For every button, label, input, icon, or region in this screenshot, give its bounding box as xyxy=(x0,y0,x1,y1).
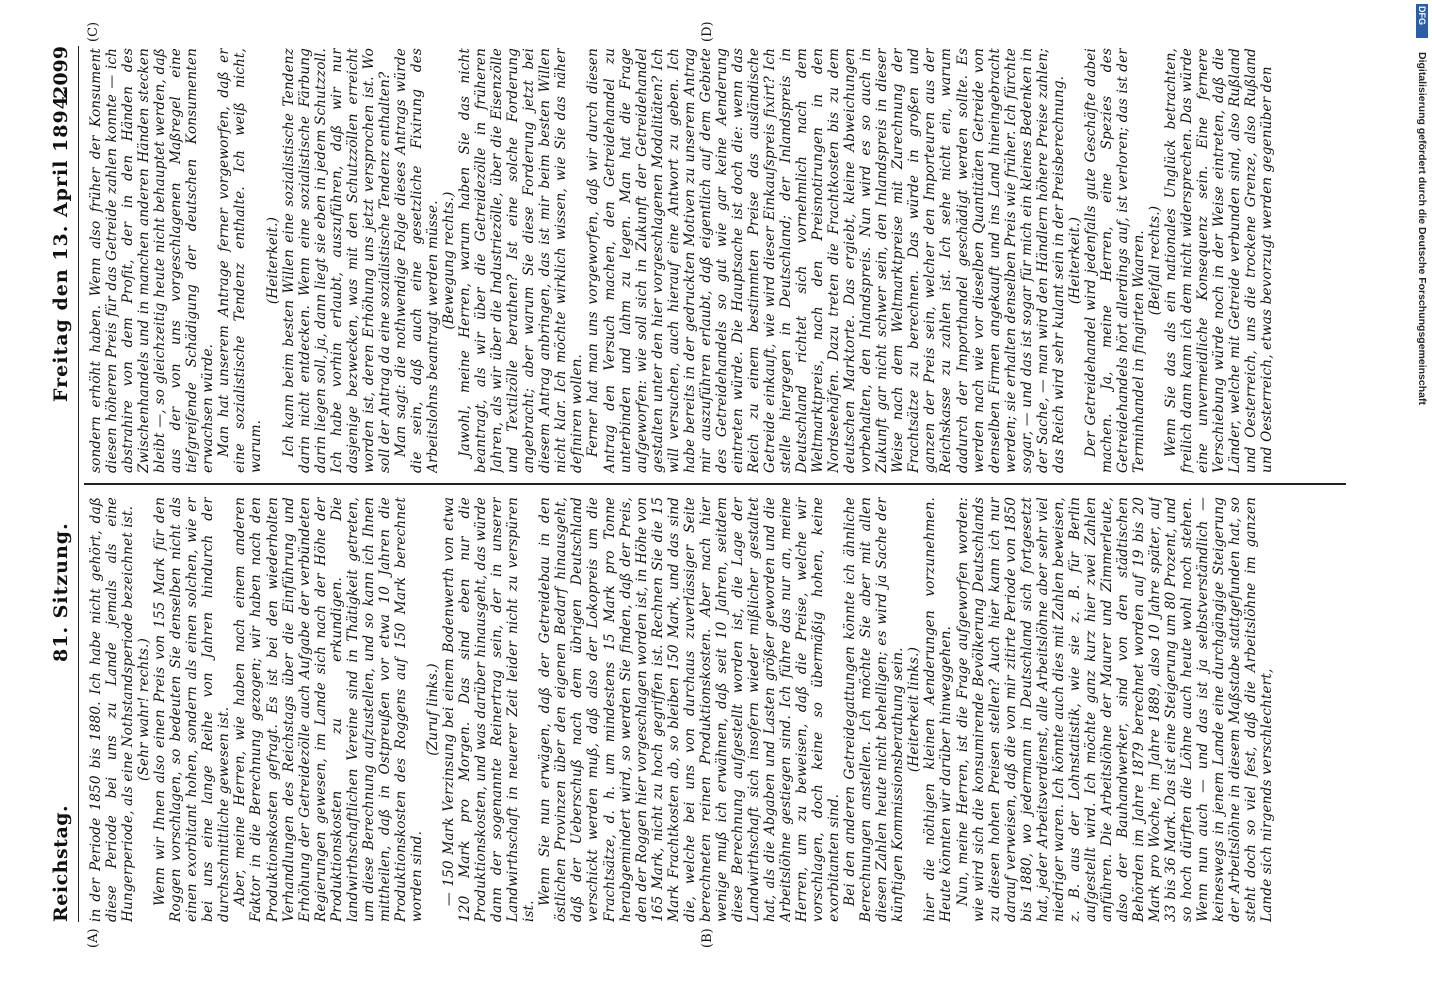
paragraph: hier die nöthigen kleinen Aenderungen vorzunehmen. Heute könnten wir darüber hinweggehen. xyxy=(922,497,955,922)
interjection: (Bewegung rechts.) xyxy=(441,191,458,330)
margin-mark-a: (A) xyxy=(86,928,101,948)
paragraph: sondern erhöht haben. Wenn also früher der Konsument diesen höheren Preis für das Getreide zahlen konnte — ich abstrahire von dem Profit, der in den Händen des Zwischenhandels und in manchen anderen Händen stecken bleibt —, so gleichzeitig heute nicht behauptet werden, daß aus der von uns vorgeschlagenen Maßregel eine tiefgreifende Schädigung der deutschen Konsumenten erwachsen würde. xyxy=(88,48,217,473)
paragraph: in der Periode 1850 bis 1880. Ich habe nicht gehört, daß diese Periode bei uns zu Lande jemals als eine Hungerperiode, als eine Nothstandsperiode bezeichnet ist. xyxy=(88,497,137,922)
interjection: (Sehr wahr! rechts.) xyxy=(136,638,153,781)
right-column xyxy=(88,48,1340,473)
paragraph: — 150 Mark Verzinsung bei einem Bodenwerth von etwa 120 Mark pro Morgen. Das sind eben nur die Produktionskosten, und was darüber hinausgeht, das würde dann der sogenannte Reinertrag sein, der in unserer Landwirthschaft in neuerer Zeit leider nicht zu verspüren ist. xyxy=(441,497,538,922)
margin-mark-c: (C) xyxy=(86,21,101,42)
paragraph: Wenn wir Ihnen also einen Preis von 155 Mark für den Roggen vorschlagen, so bedeuten Sie denselben nicht als einen exorbitant hohen, sondern als einen solchen, wie er bei uns eine lange Reihe von Jahren hindurch der durchschnittliche gewesen ist. xyxy=(152,497,233,922)
left-column xyxy=(88,497,1340,922)
digitization-note-text: Digitalisierung gefördert durch die Deutsche Forschungsgemeinschaft xyxy=(1416,52,1428,405)
paragraph: Ich kann beim besten Willen eine sozialistische Tendenz darin nicht entdecken. Wenn eine sozialistische Färbung darin liegen soll, ja, dann liegt sie eben in jedem Schutzzoll. Ich habe vorhin erlaubt, auszuführen, daß wir nur dasjenige bezwecken, was mit den Schutzzöllen erreicht worden ist, deren Erhöhung uns jetzt versprochen ist. Wo soll der Antrag da eine sozialistische Tendenz enthalten? xyxy=(280,48,393,473)
interjection: (Heiterkeit links.) xyxy=(906,646,923,773)
margin-mark-b: (B) xyxy=(700,928,715,948)
page-number: 2099 xyxy=(50,46,72,99)
paragraph: Aber, meine Herren, wie haben nach einem anderen Faktor in die Berechnung gezogen; wir haben nach den Produktionskosten gefragt. Es ist bei den wiederholten Verhandlungen des Reichstags über die Einführung und Erhöhung der Getreidezölle auch Aufgabe der verbündeten Regierungen gewesen, im Lande sich nach der Höhe der Produktionskosten zu erkundigen. Die landwirthschaftlichen Vereine sind in Thätigkeit getreten, um diese Berechnung aufzustellen, und so kann ich Ihnen mittheilen, daß in Ostpreußen vor etwa 10 Jahren die Produktionskosten des Roggens auf 150 Mark berechnet worden sind. xyxy=(232,497,425,922)
interjection: (Zuruf links.) xyxy=(424,663,441,756)
paragraph: Man sagt: die nothwendige Folge dieses Antrags würde die sein, daß auch eine gesetzliche Fixirung des Arbeitslohns beantragt werden müsse. xyxy=(392,48,441,473)
header-session: 81. Sitzung. xyxy=(50,522,72,662)
interjection: (Heiterkeit.) xyxy=(264,216,281,305)
paragraph: Man hat unserem Antrage ferner vorgeworfen, daß er eine sozialistische Tendenz enthalte. Ich weiß nicht, warum. xyxy=(216,48,265,473)
paragraph: Wenn Sie nun erwägen, daß der Getreidebau in den östlichen Provinzen über den eigenen Bedarf hinausgeht, daß der Ueberschuß nach dem übrigen Deutschland verschickt werden muß, daß also der Lokopreis um die Frachtsätze, d. h. um mindestens 15 Mark pro Tonne herabgemindert wird, so werden Sie finden, daß der Preis, den der Roggen hier vorgeschlagen worden ist, in Höhe von 165 Mark, nicht zu hoch gegriffen ist. Rechnen Sie die 15 Mark Frachtkosten ab, so bleiben 150 Mark, und das sind die, welche bei uns von durchaus zuverlässiger Seite berechneten reinen Produktionskosten. Aber nach hier wenige muß ich erwähnen, daß seit 10 Jahren, seitdem diese Berechnung aufgestellt worden ist, die Lage der Landwirthschaft sich insofern wieder mißlicher gestaltet hat, als die Abgaben und Lasten größer geworden und die Arbeitslöhne gestiegen sind. Ich führe das nur an, meine Herren, um zu beweisen, daß die Preise, welche wir vorschlagen, doch keine so übermäßig hohen, keine exorbitanten sind. xyxy=(537,497,843,922)
paragraph: Der Getreidehandel wird jedenfalls gute Geschäfte dabei machen. Ja, meine Herren, eine Spezies des Getreidehandels hört allerdings auf, ist verloren; das ist der Terminhandel in fingirten Waaren. xyxy=(1082,48,1148,473)
interjection: (Beifall rechts.) xyxy=(1147,205,1164,316)
margin-mark-d: (D) xyxy=(700,21,715,42)
paragraph: Nun, meine Herren, ist die Frage aufgeworfen worden: wie wird sich die konsumirende Bevölkerung Deutschlands zu diesen hohen Preisen stellen? Auch hier kann ich nur darauf verweisen, daß die von mir zitirte Periode von 1850 bis 1880, wo jedermann in Deutschland sich fortgesetzt hat, jeder Arbeitsverdienst, alle Arbeitslöhne aber sehr viel niedriger waren. Ich könnte auch dies mit Zahlen beweisen, z. B. aus der Lohnstatistik, wie sie z. B. für Berlin aufgestellt wird. Ich möchte ganz kurz hier zwei Zahlen anführen. Die Arbeitslöhne der Maurer und Zimmerleute, also der Bauhandwerker, sind von den städtischen Behörden im Jahre 1879 berechnet worden auf 19 bis 20 Mark pro Woche, im Jahre 1889, also 10 Jahre später, auf 33 bis 36 Mark. Das ist eine Steigerung um 80 Prozent, und so hoch dürften die Löhne auch heute wohl noch stehen. Wenn nun auch — und das ist ja selbstverständlich — keineswegs in jenem Lande eine durchgängige Steigerung der Arbeitslöhne in diesem Maßstabe stattgefunden hat, so steht doch so viel fest, daß die Arbeitslöhne im ganzen Lande sich nirgends verschlechtert, xyxy=(954,497,1276,922)
paragraph: Bei den anderen Getreidegattungen könnte ich ähnliche Berechnungen anstellen. Ich möchte Sie aber mit allen diesen Zahlen heute nicht behelligen; es wird ja Sache der künftigen Kommissionsberathung sein. xyxy=(842,497,907,922)
header-date: Freitag den 13. April 1894. xyxy=(50,87,72,402)
paragraph: Ferner hat man uns vorgeworfen, daß wir durch diesen Antrag den Versuch machen, den Getreidehandel zu unterbinden und lahm zu legen. Man hat die Frage aufgeworfen: wie soll sich in Zukunft der Getreidehandel gestalten unter den hier vorgeschlagenen Modalitäten? Ich will versuchen, auch hierauf eine Antwort zu geben. Ich habe bereits in der gedruckten Motiven zu unserem Antrag mir auszuführen erlaubt, daß eigentlich auf dem Gebiete des Getreidehandels so gut wie gar keine Aenderung eintreten würde. Die Hauptsache ist doch die: wenn das Reich zu einem bestimmten Preise das ausländische Getreide einkauft, wie wird dieser Einkaufspreis fixirt? Ich stelle hiergegen in Deutschland; der Inlandspreis in Deutschland richtet sich vornehmlich nach dem Weltmarktpreis, nach den Preisnotirungen in den Nordseehäfen. Dazu treten die Frachtkosten bis zu dem deutschen Marktorte. Das ergiebt, kleine Abweichungen vorbehalten, den Inlandspreis. Nun wird es so auch in Zukunft gar nicht schwer sein, den Inlandspreis in dieser Weise nach dem Weltmarktpreise mit Zurechnung der Frachtsätze zu berechnen. Das würde in großen und ganzen der Preis sein, welcher den Importeuren aus der Reichskasse zu zahlen ist. Ich sehe nicht ein, warum dadurch der Importhandel geschädigt werden sollte. Es werden nach wie vor dieselben Quantitäten Getreide von denselben Firmen angekauft und ins Land hineingebracht werden; sie erhalten denselben Preis wie früher. Ich fürchte sogar, — und das ist sogar für mich ein kleines Bedenken in der Sache, — man wird den Händlern höhere Preise zahlen; das Reich wird sehr kulant sein in der Preisberechnung. xyxy=(585,48,1067,473)
dfg-logo-text: DFG xyxy=(1417,6,1427,25)
header-reichstag: Reichstag. xyxy=(50,804,72,922)
column-divider xyxy=(84,484,1346,486)
paragraph: Wenn Sie das als ein nationales Unglück betrachten, freilich dann kann ich dem nicht widersprechen. Das würde eine unvermeidliche Konsequenz sein. Eine fernere Verschiebung würde noch in der Weise eintreten, daß die Länder, welche mit Getreide verbunden sind, also Rußland und Oesterreich, uns die trockene Grenze, also Rußland und Oesterreich, etwas bevorzugt werden gegenüber den xyxy=(1163,48,1276,473)
paragraph: Jawohl, meine Herren, warum haben Sie das nicht beantragt, als wir über die Getreidezölle in früheren Jahren, als wir über die Industriezölle, über die Eisenzölle und Textilzölle berathen? Ist eine solche Forderung angebracht; aber warum Sie diese Forderung jetzt bei diesem Antrag anbringen, das ist mir beim besten Willen nicht klar. Ich möchte wirklich wissen, wie Sie das näher definiren wollen. xyxy=(457,48,586,473)
interjection: (Heiterkeit.) xyxy=(1066,216,1083,305)
page-header xyxy=(48,46,79,922)
digitization-note xyxy=(1415,12,1429,672)
